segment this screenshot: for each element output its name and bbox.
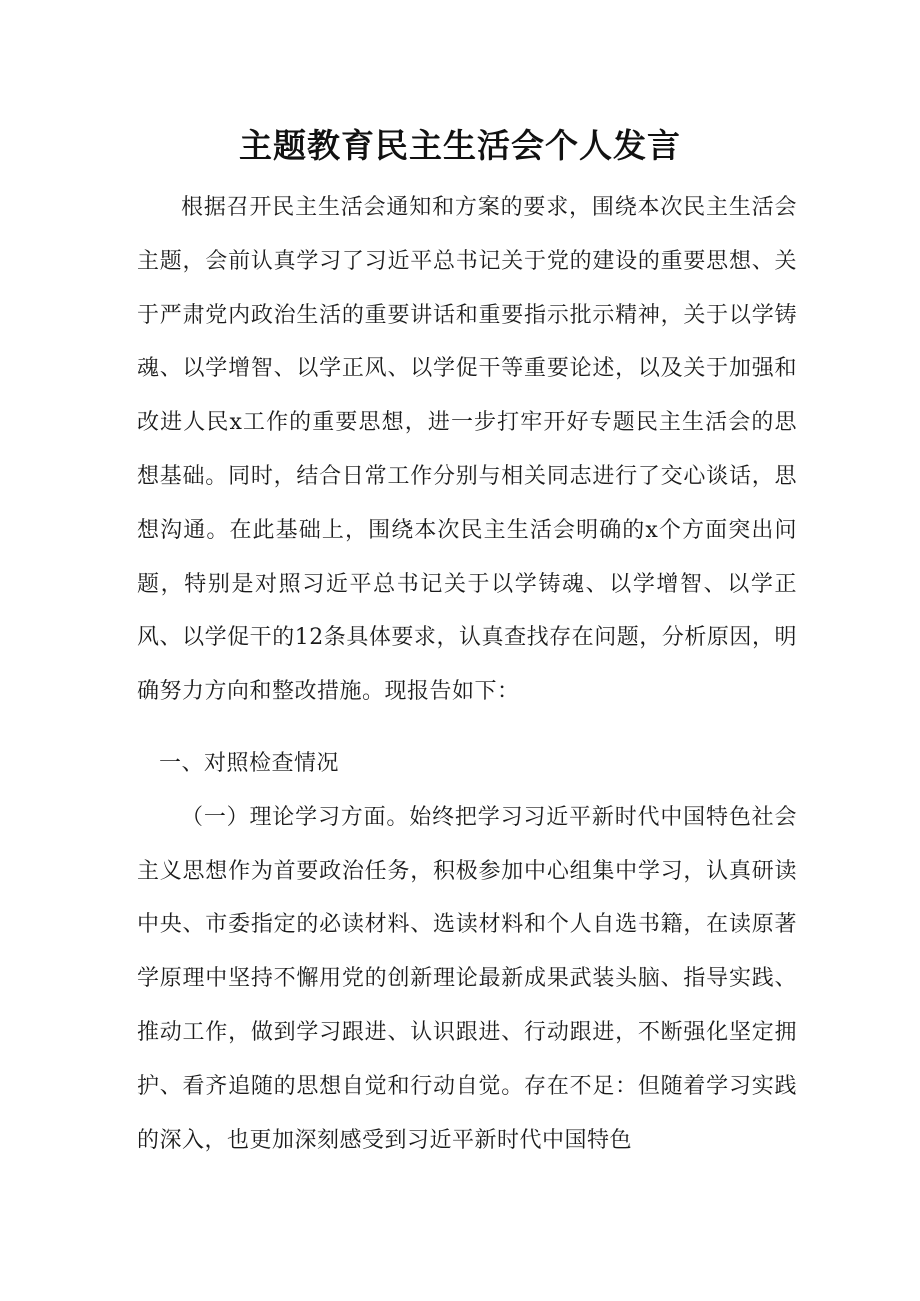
section-paragraph: （一）理论学习方面。始终把学习习近平新时代中国特色社会主义思想作为首要政治任务，积极参加中心组集中学习，认真研读中央、市委指定的必读材料、选读材料和个人自选书籍，在读原著学原理中坚持不懈用党的创新理论最新成果武装头脑、指导实践、推动工作，做到学习跟进、认识跟进、行动跟进，不断强化坚定拥护、看齐追随的思想自觉和行动自觉。存在不足：但随着学习实践的深入，也更加深刻感受到习近平新时代中国特色: [137, 804, 797, 1153]
intro-paragraph: 根据召开民主生活会通知和方案的要求，围绕本次民主生活会主题，会前认真学习了习近平总书记关于党的建设的重要思想、关于严肃党内政治生活的重要讲话和重要指示批示精神，关于以学铸魂、以学增智、以学正风、以学促干等重要论述，以及关于加强和改进人民x工作的重要思想，进一步打牢开好专题民主生活会的思想基础。同时，结合日常工作分别与相关同志进行了交心谈话，思想沟通。在此基础上，围绕本次民主生活会明确的x个方面突出问题，特别是对照习近平总书记关于以学铸魂、以学增智、以学正风、以学促干的12条具体要求，认真查找存在问题，分析原因，明确努力方向和整改措施。现报告如下：: [137, 195, 797, 705]
section-heading: 一、对照检查情况: [159, 750, 340, 776]
document-body: [137, 181, 797, 1167]
document-title: 主题教育民主生活会个人发言: [239, 126, 681, 165]
